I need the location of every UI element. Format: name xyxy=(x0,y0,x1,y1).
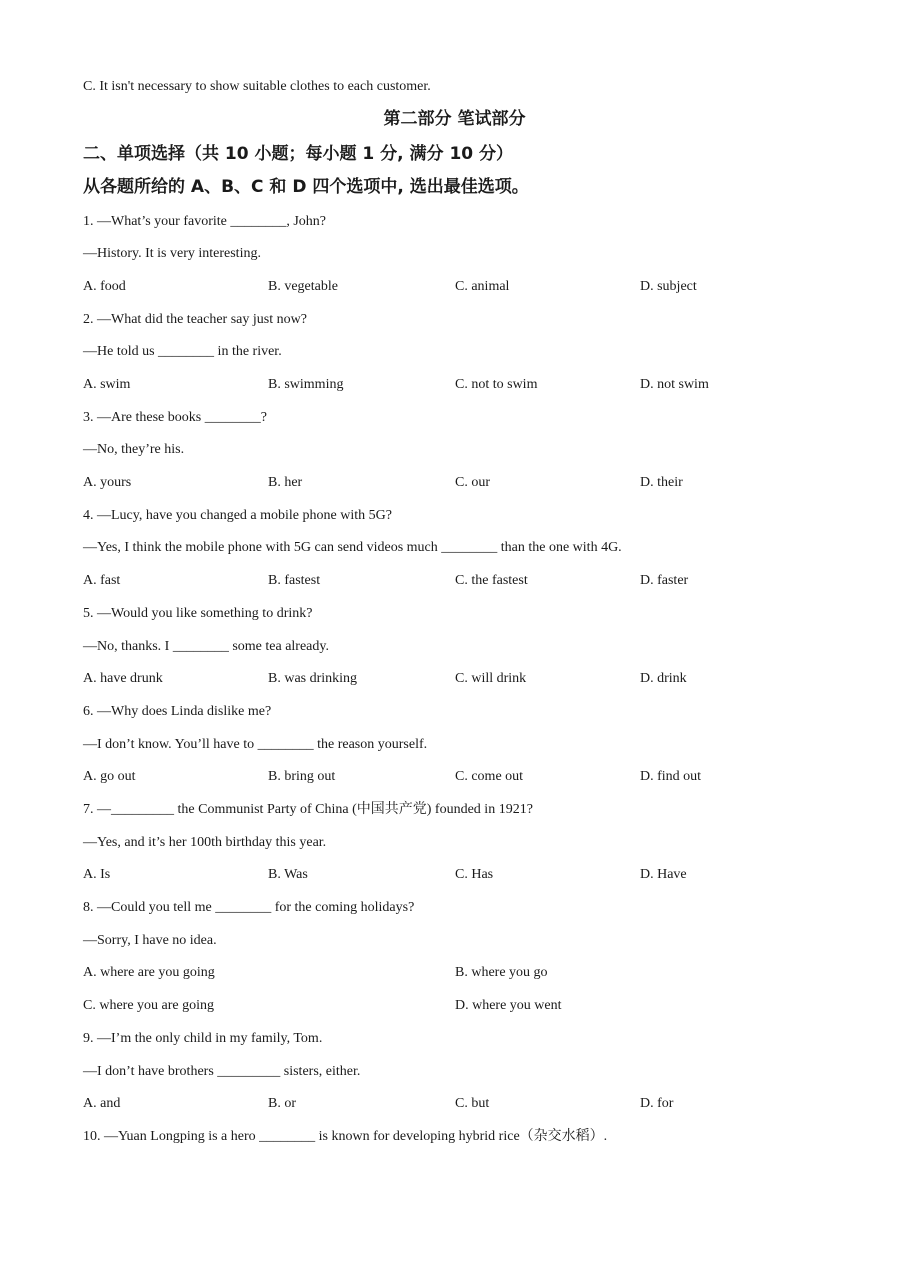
option-c: C. Has xyxy=(455,867,494,882)
option-c: C. where you are going xyxy=(83,998,215,1013)
option-d: D. not swim xyxy=(640,377,709,392)
question-7: 7. —_________ the Communist Party of China (中国共产党) founded in 1921? xyxy=(83,802,533,817)
option-a: A. food xyxy=(83,279,126,294)
option-d: D. their xyxy=(640,475,683,490)
option-c: C. will drink xyxy=(455,671,527,686)
previous-option-c: C. It isn't necessary to show suitable clothes to each customer. xyxy=(83,79,431,94)
option-a: A. go out xyxy=(83,769,136,784)
option-b: B. fastest xyxy=(268,573,321,588)
option-c: C. but xyxy=(455,1096,490,1111)
instruction: 从各题所给的 A、B、C 和 D 四个选项中, 选出最佳选项。 xyxy=(83,177,529,197)
question-10: 10. —Yuan Longping is a hero ________ is known for developing hybrid rice（杂交水稻）. xyxy=(83,1129,608,1144)
option-a: A. yours xyxy=(83,475,132,490)
option-a: A. where are you going xyxy=(83,965,215,980)
option-b: B. swimming xyxy=(268,377,344,392)
question-5: 5. —Would you like something to drink? xyxy=(83,606,313,621)
option-d: D. faster xyxy=(640,573,689,588)
option-b: B. where you go xyxy=(455,965,548,980)
option-a: A. and xyxy=(83,1096,121,1111)
answer-3: —No, they’re his. xyxy=(83,442,185,457)
question-3: 3. —Are these books ________? xyxy=(83,410,267,425)
option-c: C. come out xyxy=(455,769,524,784)
answer-6: —I don’t know. You’ll have to ________ the reason yourself. xyxy=(83,737,428,752)
question-9: 9. —I’m the only child in my family, Tom. xyxy=(83,1031,323,1046)
option-d: D. where you went xyxy=(455,998,562,1013)
question-1: 1. —What’s your favorite ________, John? xyxy=(83,214,327,229)
option-b: B. or xyxy=(268,1096,296,1111)
option-c: C. our xyxy=(455,475,490,490)
question-8: 8. —Could you tell me ________ for the coming holidays? xyxy=(83,900,415,915)
question-4: 4. —Lucy, have you changed a mobile phone with 5G? xyxy=(83,508,392,523)
option-b: B. her xyxy=(268,475,303,490)
option-d: D. find out xyxy=(640,769,702,784)
option-a: A. fast xyxy=(83,573,121,588)
option-c: C. the fastest xyxy=(455,573,528,588)
answer-1: —History. It is very interesting. xyxy=(83,246,261,261)
option-a: A. swim xyxy=(83,377,131,392)
option-b: B. vegetable xyxy=(268,279,338,294)
section-heading: 二、单项选择（共 10 小题；每小题 1 分, 满分 10 分） xyxy=(83,144,514,164)
answer-2: —He told us ________ in the river. xyxy=(83,344,282,359)
answer-4: —Yes, I think the mobile phone with 5G can send videos much ________ than the one with 4G. xyxy=(83,540,622,555)
answer-9: —I don’t have brothers _________ sisters, either. xyxy=(83,1064,361,1079)
question-6: 6. —Why does Linda dislike me? xyxy=(83,704,272,719)
option-b: B. was drinking xyxy=(268,671,358,686)
question-2: 2. —What did the teacher say just now? xyxy=(83,312,307,327)
option-d: D. subject xyxy=(640,279,697,294)
answer-8: —Sorry, I have no idea. xyxy=(83,933,217,948)
option-d: D. drink xyxy=(640,671,687,686)
option-a: A. Is xyxy=(83,867,111,882)
option-b: B. Was xyxy=(268,867,308,882)
option-b: B. bring out xyxy=(268,769,336,784)
part-title: 第二部分 笔试部分 xyxy=(383,109,526,129)
option-d: D. Have xyxy=(640,867,687,882)
option-c: C. animal xyxy=(455,279,510,294)
answer-7: —Yes, and it’s her 100th birthday this year. xyxy=(83,835,327,850)
option-d: D. for xyxy=(640,1096,674,1111)
answer-5: —No, thanks. I ________ some tea already. xyxy=(83,639,329,654)
option-a: A. have drunk xyxy=(83,671,163,686)
option-c: C. not to swim xyxy=(455,377,538,392)
